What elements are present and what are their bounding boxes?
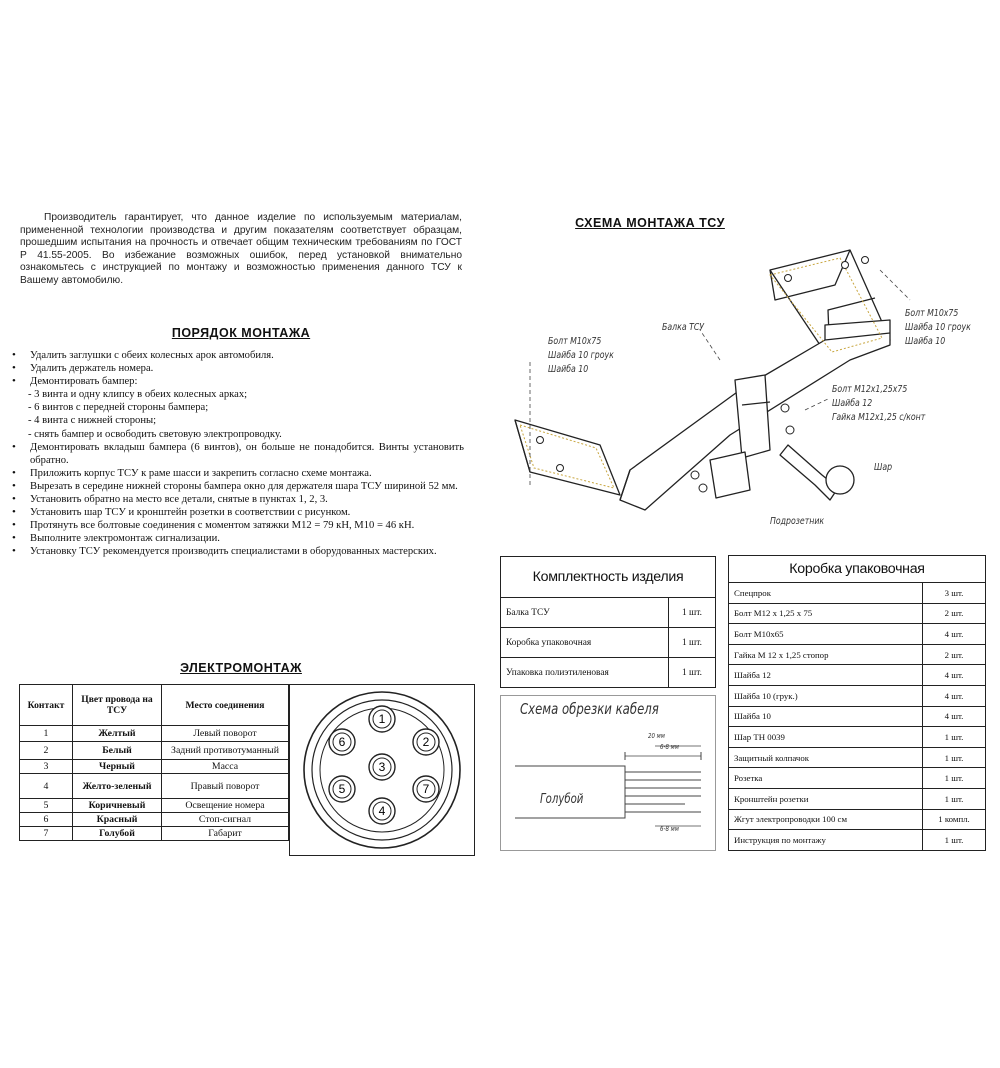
label-right-washer: Шайба 10 [905, 336, 946, 347]
box-qty: 2 шт. [923, 603, 986, 624]
wire-color: Голубой [73, 827, 162, 841]
box-qty: 4 шт. [923, 685, 986, 706]
plug-diagram [290, 685, 474, 855]
box-item: Розетка [729, 768, 923, 789]
box-qty: 2 шт. [923, 644, 986, 665]
connection-place: Освещение номера [162, 799, 289, 813]
table-row [729, 727, 986, 748]
box-title: Коробка упаковочная [729, 556, 986, 583]
box-qty: 1 шт. [923, 768, 986, 789]
mounting-step: • Приложить корпус ТСУ к раме шасси и закрепить согласно схеме монтажа. [8, 467, 464, 480]
plug-pin-label: 4 [378, 804, 386, 818]
contacts-header-color: Цвет провода на ТСУ [73, 685, 162, 726]
plug-pin-label: 1 [378, 712, 386, 726]
kit-title: Комплектность изделия [501, 557, 716, 598]
cable-dim-b: 6-8 мм [660, 825, 679, 833]
mounting-step: • Установить обратно на место все детали, снятые в пунктах 1, 2, 3. [8, 493, 464, 506]
table-row [20, 760, 289, 774]
kit-item: Балка ТСУ [501, 598, 669, 628]
box-item: Спецпрок [729, 583, 923, 604]
wire-color: Черный [73, 760, 162, 774]
box-item: Шайба 10 (грук.) [729, 685, 923, 706]
contact-number: 2 [20, 742, 73, 760]
box-qty: 1 компл. [923, 809, 986, 830]
mounting-step: • Вырезать в середине нижней стороны бампера окно для держателя шара ТСУ шириной 52 мм. [8, 480, 464, 493]
table-row [729, 788, 986, 809]
box-item: Инструкция по монтажу [729, 830, 923, 851]
wire-color: Красный [73, 813, 162, 827]
electro-title: ЭЛЕКТРОМОНТАЖ [180, 661, 302, 675]
box-qty: 1 шт. [923, 830, 986, 851]
connection-place: Масса [162, 760, 289, 774]
label-left-bolt: Болт М10х75 [548, 336, 602, 347]
label-mid-washer: Шайба 12 [832, 398, 873, 409]
table-row [729, 665, 986, 686]
wire-color: Желтый [73, 726, 162, 742]
kit-item: Коробка упаковочная [501, 628, 669, 658]
box-item: Болт М12 х 1,25 х 75 [729, 603, 923, 624]
label-ball: Шар [874, 462, 893, 473]
mounting-step: • Протянуть все болтовые соединения с моментом затяжки М12 = 79 кН, М10 = 46 кН. [8, 519, 464, 532]
plug-pin-7 [413, 776, 439, 802]
towbar-drawing [470, 230, 990, 550]
table-row [729, 583, 986, 604]
mounting-step: - 6 винтов с передней стороны бампера; [28, 402, 209, 414]
kit-qty: 1 шт. [669, 598, 716, 628]
plug-pin-label: 6 [338, 735, 346, 749]
cable-dim-a: 6-8 мм [660, 743, 679, 751]
box-item: Жгут электропроводки 100 см [729, 809, 923, 830]
mounting-step: • Установить шар ТСУ и кронштейн розетки в соответствии с рисунком. [8, 506, 464, 519]
mounting-step: • Демонтировать вкладыш бампера (6 винтов), он больше не понадобится. Винты установить обратно. [8, 441, 464, 467]
contacts-header-contact: Контакт [20, 685, 73, 726]
plug-pin-label: 2 [422, 735, 430, 749]
box-item: Кронштейн розетки [729, 788, 923, 809]
table-row [20, 742, 289, 760]
contacts-header-place: Место соединения [162, 685, 289, 726]
table-row [20, 726, 289, 742]
label-body: Балка ТСУ [662, 322, 705, 333]
cable-cut-drawing [505, 722, 713, 846]
label-mid-bolt: Болт М12х1,25х75 [832, 384, 908, 395]
label-right-washer-grower: Шайба 10 гроук [905, 322, 971, 333]
mounting-step: • Удалить заглушки с обеих колесных арок автомобиля. [8, 349, 464, 362]
label-left-washer-grower: Шайба 10 гроук [548, 350, 614, 361]
box-qty: 3 шт. [923, 583, 986, 604]
table-row [20, 799, 289, 813]
box-item: Защитный колпачок [729, 747, 923, 768]
connection-place: Правый поворот [162, 774, 289, 799]
connection-place: Габарит [162, 827, 289, 841]
label-socket: Подрозетник [770, 516, 825, 527]
plug-pin-5 [329, 776, 355, 802]
mounting-step: • Выполните электромонтаж сигнализации. [8, 532, 464, 545]
contacts-table [19, 684, 289, 841]
table-row [729, 706, 986, 727]
wire-color: Коричневый [73, 799, 162, 813]
kit-table [500, 556, 716, 688]
table-row [729, 809, 986, 830]
mounting-step: - 3 винта и одну клипсу в обеих колесных арках; [28, 389, 248, 401]
cable-cut-title: Схема обрезки кабеля [520, 700, 659, 718]
table-row [501, 658, 716, 688]
table-row [501, 628, 716, 658]
mounting-step: - снять бампер и освободить световую электропроводку. [28, 428, 282, 440]
scheme-title: СХЕМА МОНТАЖА ТСУ [575, 216, 725, 230]
table-row [729, 830, 986, 851]
mounting-step: - 4 винта с нижней стороны; [28, 415, 157, 427]
kit-qty: 1 шт. [669, 658, 716, 688]
plug-pin-label: 7 [422, 782, 430, 796]
mounting-steps [8, 349, 464, 559]
contact-number: 3 [20, 760, 73, 774]
box-qty: 4 шт. [923, 706, 986, 727]
contact-number: 1 [20, 726, 73, 742]
table-row [729, 768, 986, 789]
table-row [20, 774, 289, 799]
mounting-step: • Удалить держатель номера. [8, 362, 464, 375]
table-row [729, 685, 986, 706]
mounting-step: • Установку ТСУ рекомендуется производить специалистами в оборудованных мастерских. [8, 545, 464, 558]
cable-dim-total: 20 мм [648, 732, 665, 740]
table-row [729, 747, 986, 768]
contact-number: 6 [20, 813, 73, 827]
box-item: Шайба 12 [729, 665, 923, 686]
contact-number: 4 [20, 774, 73, 799]
box-qty: 4 шт. [923, 665, 986, 686]
plug-pin-6 [329, 729, 355, 755]
wire-color: Белый [73, 742, 162, 760]
table-row [20, 813, 289, 827]
plug-pin-2 [413, 729, 439, 755]
plug-diagram-frame [289, 684, 475, 856]
label-mid-nut: Гайка М12х1,25 с/конт [832, 412, 926, 423]
box-qty: 1 шт. [923, 747, 986, 768]
contact-number: 5 [20, 799, 73, 813]
plug-pin-label: 3 [378, 760, 386, 774]
connection-place: Задний противотуманный [162, 742, 289, 760]
label-right-bolt: Болт М10х75 [905, 308, 959, 319]
connection-place: Стоп-сигнал [162, 813, 289, 827]
wire-color: Желто-зеленый [73, 774, 162, 799]
mounting-step: • Демонтировать бампер: [8, 375, 464, 388]
contact-number: 7 [20, 827, 73, 841]
table-row [729, 603, 986, 624]
table-row [729, 624, 986, 645]
box-item: Шар ТН 0039 [729, 727, 923, 748]
plug-pin-1 [369, 706, 395, 732]
box-table [728, 555, 986, 851]
box-item: Болт М10х65 [729, 624, 923, 645]
intro-paragraph: Производитель гарантирует, что данное изделие по используемым материалам, примененной технологии производства и другим показателям соответствует образцам, прошедшим испытания на прочность и отвечает общим техническим требованиям по ГОСТ Р 41.55-2005. Во избежание возможных ошибок, перед установкой внимательно ознакомьтесь с инструкцией по монтажу и возможностью применения данного ТСУ к Вашему автомобилю. [20, 212, 462, 286]
table-row [501, 598, 716, 628]
box-qty: 4 шт. [923, 624, 986, 645]
plug-pin-4 [369, 798, 395, 824]
box-item: Гайка М 12 х 1,25 стопор [729, 644, 923, 665]
kit-qty: 1 шт. [669, 628, 716, 658]
intro-text [20, 212, 462, 288]
mounting-title: ПОРЯДОК МОНТАЖА [171, 326, 311, 340]
box-item: Шайба 10 [729, 706, 923, 727]
table-row [20, 827, 289, 841]
table-row [729, 644, 986, 665]
box-qty: 1 шт. [923, 788, 986, 809]
plug-pin-3 [369, 754, 395, 780]
box-qty: 1 шт. [923, 727, 986, 748]
label-left-washer: Шайба 10 [548, 364, 589, 375]
plug-pin-label: 5 [338, 782, 346, 796]
connection-place: Левый поворот [162, 726, 289, 742]
cable-wire-label: Голубой [540, 792, 584, 807]
kit-item: Упаковка полиэтиленовая [501, 658, 669, 688]
